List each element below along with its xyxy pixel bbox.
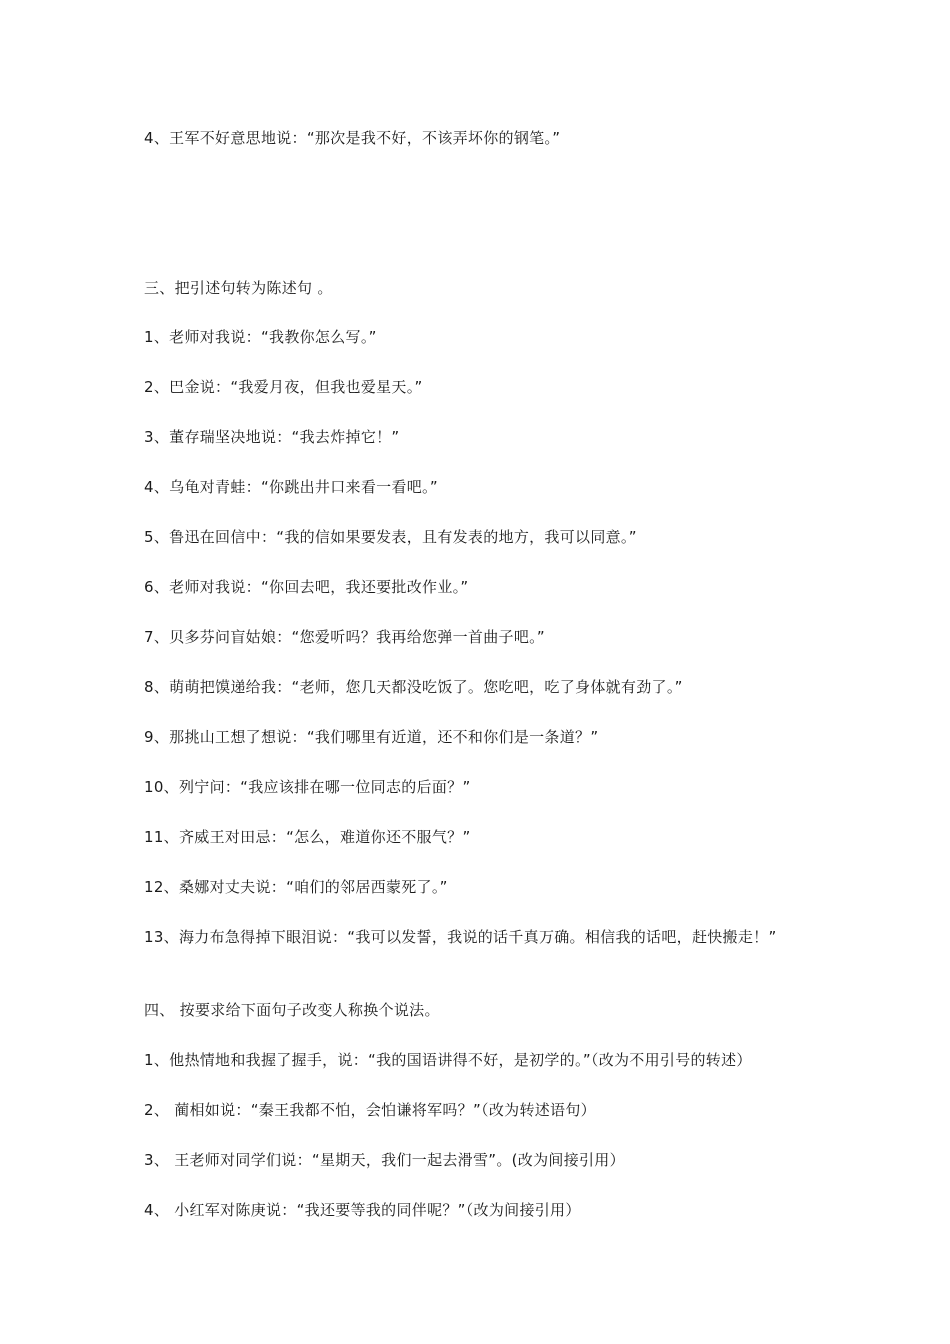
exercise-item: 9、那挑山工想了想说：“我们哪里有近道，还不和你们是一条道？” (144, 728, 599, 746)
exercise-item: 1、他热情地和我握了握手，说：“我的国语讲得不好，是初学的。”（改为不用引号的转述） (144, 1051, 752, 1069)
exercise-item: 3、董存瑞坚决地说：“我去炸掉它！” (144, 428, 400, 446)
exercise-item: 6、老师对我说：“你回去吧，我还要批改作业。” (144, 578, 469, 596)
exercise-item: 4、乌龟对青蛙：“你跳出井口来看一看吧。” (144, 478, 438, 496)
exercise-item: 4、 小红军对陈庚说：“我还要等我的同伴呢？”（改为间接引用） (144, 1201, 581, 1219)
exercise-item: 4、王军不好意思地说：“那次是我不好，不该弄坏你的钢笔。” (144, 129, 561, 147)
exercise-item: 13、海力布急得掉下眼泪说：“我可以发誓，我说的话千真万确。相信我的话吧，赶快搬走！” (144, 928, 777, 946)
section-heading: 四、 按要求给下面句子改变人称换个说法。 (144, 1001, 440, 1019)
exercise-item: 10、列宁问：“我应该排在哪一位同志的后面？” (144, 778, 471, 796)
exercise-item: 1、老师对我说：“我教你怎么写。” (144, 328, 377, 346)
exercise-item: 8、萌萌把馍递给我：“老师，您几天都没吃饭了。您吃吧，吃了身体就有劲了。” (144, 678, 683, 696)
exercise-item: 12、桑娜对丈夫说：“咱们的邻居西蒙死了。” (144, 878, 448, 896)
exercise-item: 7、贝多芬问盲姑娘：“您爱听吗？我再给您弹一首曲子吧。” (144, 628, 545, 646)
exercise-item: 5、鲁迅在回信中：“我的信如果要发表，且有发表的地方，我可以同意。” (144, 528, 637, 546)
exercise-item: 11、齐威王对田忌：“怎么，难道你还不服气？” (144, 828, 471, 846)
exercise-item: 3、 王老师对同学们说：“星期天，我们一起去滑雪”。(改为间接引用） (144, 1151, 625, 1169)
exercise-item: 2、 蔺相如说：“秦王我都不怕，会怕谦将军吗？”（改为转述语句） (144, 1101, 596, 1119)
section-heading: 三、把引述句转为陈述句 。 (144, 279, 333, 297)
exercise-item: 2、巴金说：“我爱月夜，但我也爱星天。” (144, 378, 423, 396)
